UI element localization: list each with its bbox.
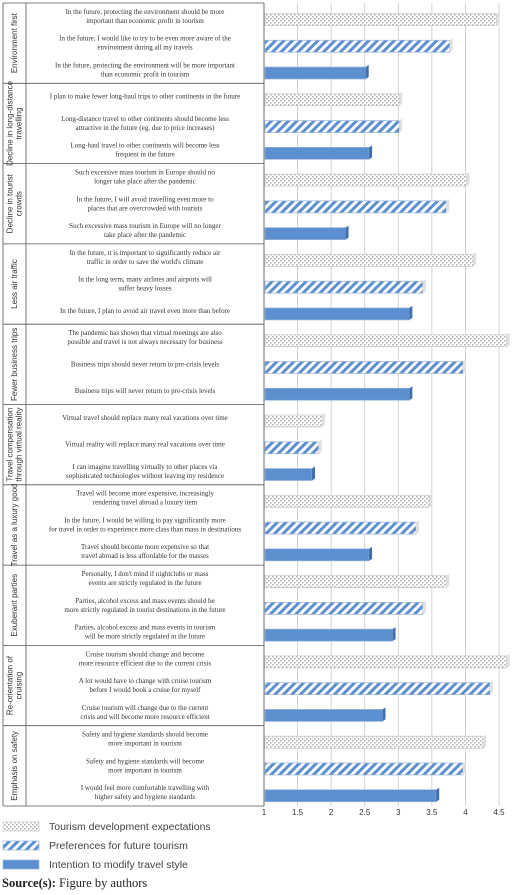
legend-label: Intention to modify travel style — [49, 859, 188, 871]
x-tick-label: 1.5 — [292, 808, 304, 817]
bar-side — [466, 172, 469, 186]
x-tick-label: 4 — [463, 808, 468, 817]
statement-label: Travel will become more expensive, increasingly — [76, 489, 214, 498]
bar-int — [265, 147, 369, 159]
statement-label: Virtual reality will replace many real vacations over time — [65, 440, 225, 449]
bar-side — [463, 761, 466, 775]
x-tick-label: 3 — [396, 808, 401, 817]
statement-label: rendering travel abroad a luxury item — [92, 498, 198, 507]
bar-int — [265, 629, 393, 641]
statement-label: suffer heavy losses — [118, 284, 172, 293]
bar-side — [346, 226, 349, 240]
statement-label: Virtual travel should replace many real vacations over time — [62, 413, 228, 422]
statement-label: travel abroad is less affordable for the masses — [81, 552, 209, 561]
bar-side — [490, 681, 493, 695]
group-label: Exuberant parties — [10, 573, 20, 637]
bar-side — [369, 547, 372, 561]
bar-side — [322, 413, 325, 427]
bar-side — [366, 65, 369, 79]
statement-label: Such excessive mass tourism in Europe should no — [75, 168, 215, 177]
bar-pref — [265, 40, 450, 52]
bar-pref — [265, 683, 490, 695]
group-label: crowds — [14, 191, 24, 217]
statement-label: Long-distance travel to other continents should become less — [61, 114, 229, 123]
x-tick-label: 2.5 — [359, 808, 371, 817]
statement-label: I can imagine travelling virtually to other places via — [72, 462, 218, 471]
bar-side — [409, 386, 412, 400]
statement-label: for travel in order to experience more class than mass in destinations — [48, 525, 242, 534]
bar-side — [507, 654, 510, 668]
statement-label: A lot would have to change with cruise tourism — [78, 677, 212, 686]
bar-side — [497, 12, 500, 26]
bar-side — [399, 119, 402, 133]
statement-label: In the future, I will avoid travelling even more to — [76, 195, 214, 204]
bar-dev — [265, 415, 322, 427]
statement-label: crisis and will become more resource efficient — [80, 712, 210, 721]
source-note — [2, 876, 147, 891]
statement-label: sophisticated technologies without leaving my residence — [65, 471, 225, 480]
bar-int — [265, 709, 383, 721]
group-label: Decline in tourist — [5, 174, 15, 234]
group-label: Environment first — [10, 13, 20, 74]
x-tick-label: 4.5 — [493, 808, 505, 817]
group-label: Fewer business trips — [10, 327, 20, 402]
legend-label: Preferences for future tourism — [49, 840, 188, 852]
bar-dev — [265, 576, 446, 588]
statement-label: places that are overcrowded with tourists — [87, 204, 203, 213]
bar-side — [473, 252, 476, 266]
statement-label: frequent in the future — [115, 150, 175, 159]
bar-side — [507, 333, 510, 347]
statement-label: more resource efficient due to the current crisis — [78, 659, 212, 668]
statement-label: Business trips will never return to pre-crisis levels — [74, 387, 216, 396]
statement-label: attractive in the future (eg, due to price increases) — [75, 123, 215, 132]
group-label: travelling — [14, 107, 24, 140]
bar-side — [483, 734, 486, 748]
statement-label: In the long term, many airlines and airports will — [78, 275, 212, 284]
source-text: Figure by authors — [59, 876, 148, 890]
bar-pref — [265, 201, 446, 213]
legend — [3, 821, 211, 871]
statement-label: longer take place after the pandemic — [94, 177, 196, 186]
bar-pref — [265, 602, 423, 614]
bar-pref — [265, 763, 463, 775]
statement-label: I plan to make fewer long-haul trips to other continents in the future — [49, 92, 241, 101]
bar-dev — [265, 335, 507, 347]
bar-side — [393, 627, 396, 641]
group-label: through virtual reality — [14, 407, 24, 482]
statement-label: before I would book a cruise for myself — [89, 686, 201, 695]
statement-label: In the future, it is important to significantly reduce air — [69, 248, 221, 257]
x-tick-label: 3.5 — [426, 808, 438, 817]
bar-side — [369, 145, 372, 159]
group-labels — [6, 12, 24, 800]
statement-label: Parties, alcohol excess and mass events should be — [75, 596, 215, 605]
bar-side — [409, 306, 412, 320]
group-label: Travel as a luxury good — [10, 483, 20, 567]
bar-side — [319, 440, 322, 454]
bar-dev — [265, 495, 430, 507]
group-label: Re-orientation of — [5, 655, 15, 716]
bar-side — [450, 38, 453, 52]
statement-label: Personally, I don't mind if nightclubs or mass — [81, 569, 209, 578]
bar-side — [416, 520, 419, 534]
legend-swatch-pref — [3, 841, 39, 850]
statement-label: In the future, I would be willing to pay significantly more — [64, 516, 226, 525]
statement-label: higher safety and hygiene standards — [94, 793, 196, 802]
statement-label: Safety and hygiene standards will become — [86, 757, 204, 766]
bar-pref — [265, 522, 416, 534]
group-label: Less air traffic — [10, 259, 20, 309]
bar-int — [265, 388, 409, 400]
bar-dev — [265, 736, 483, 748]
statement-label: environment during all my travels — [97, 43, 193, 52]
bar-side — [423, 600, 426, 614]
bar-dev — [265, 94, 399, 106]
x-tick-label: 2 — [328, 808, 334, 817]
statement-label: I would feel more comfortable travelling with — [80, 784, 210, 793]
statement-label: Cruise tourism will change due to the current — [81, 703, 209, 712]
bar-int — [265, 549, 369, 561]
bar-pref — [265, 121, 399, 133]
statement-label: more important in tourism — [108, 766, 182, 775]
statement-label: Business trips should never return to pre-crisis levels — [70, 360, 220, 369]
statement-label: important than economic profit in tourism — [86, 16, 204, 25]
bar-int — [265, 308, 409, 320]
statement-label: Safety and hygiene standards should become — [82, 730, 208, 739]
bar-dev — [265, 174, 466, 186]
bar-side — [423, 279, 426, 293]
bar-dev — [265, 656, 507, 668]
group-label: Emphasis on safety — [10, 730, 20, 801]
statement-label: will be more strictly regulated in the future — [84, 632, 206, 641]
bar-side — [436, 788, 439, 802]
statement-label: In the future, protecting the environment will be more important — [54, 61, 236, 70]
statement-label: Such excessive mass tourism in Europe will no longer — [69, 222, 221, 231]
statement-label: In the future, protecting the environment should be more — [65, 7, 225, 16]
bar-side — [383, 707, 386, 721]
statement-label: Parties, alcohol excess and mass events in tourism — [74, 623, 216, 632]
bar-dev — [265, 14, 497, 26]
statement-label: The pandemic has shown that virtual meetings are also — [68, 329, 222, 338]
group-label: Travel compensation — [5, 407, 15, 482]
bar-side — [446, 574, 449, 588]
statement-label: traffic in order to save the world's climate — [86, 257, 204, 266]
group-label: Decline in long-distance — [5, 80, 15, 166]
bar-side — [463, 359, 466, 373]
bar-pref — [265, 281, 423, 293]
x-axis-ticks — [262, 808, 505, 817]
bar-side — [446, 199, 449, 213]
statement-label: than economic profit in tourism — [100, 70, 190, 79]
bar-side — [430, 493, 433, 507]
statement-label: take place after the pandemic — [103, 231, 187, 240]
bar-int — [265, 790, 436, 802]
x-tick-label: 1 — [261, 808, 267, 817]
bar-int — [265, 469, 312, 481]
bar-side — [312, 467, 315, 481]
legend-swatch-dev — [3, 822, 39, 831]
bar-pref — [265, 361, 463, 373]
statement-label: possible and travel is not always necessary for business — [67, 338, 223, 347]
bar-pref — [265, 442, 319, 454]
statement-label: In the future, I plan to avoid air travel even more than before — [59, 306, 231, 315]
statement-label: Travel should become more expensive so that — [80, 543, 210, 552]
bar-int — [265, 228, 346, 240]
bar-int — [265, 67, 366, 79]
legend-swatch-int — [3, 860, 39, 869]
statement-label: Cruise tourism should change and become — [85, 650, 205, 659]
bar-dev — [265, 254, 473, 266]
statement-label: Long-haul travel to other continents will become less — [70, 141, 220, 150]
statement-label: In the future, I would like to try to be even more aware of the — [59, 34, 231, 43]
source-label: Source(s): — [2, 876, 56, 890]
bar-side — [399, 92, 402, 106]
statement-label: events are strictly regulated in the future — [88, 578, 202, 587]
statement-label: more important in tourism — [108, 739, 182, 748]
group-label: cruising — [14, 671, 24, 700]
statement-label: more strictly regulated in tourist destinations in the future — [64, 605, 226, 614]
legend-label: Tourism development expectations — [49, 821, 211, 833]
